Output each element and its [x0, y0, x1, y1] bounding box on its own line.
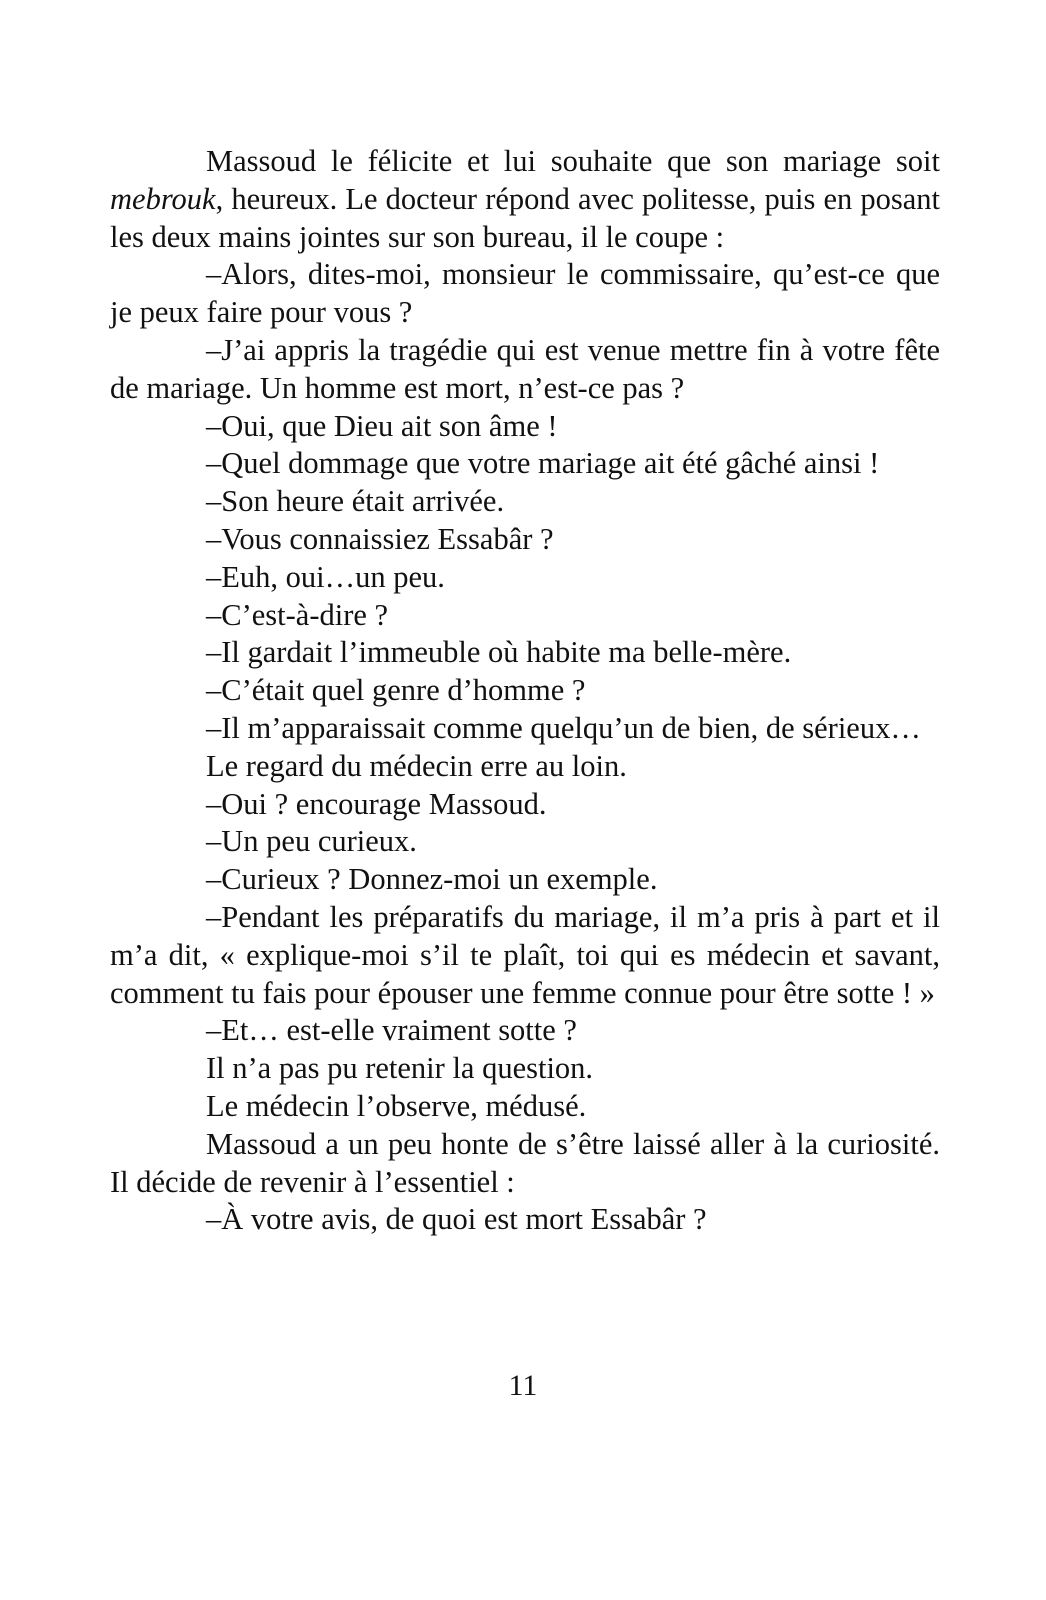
dialogue-line: –C’est-à-dire ?: [206, 597, 389, 632]
dialogue-line: –C’était quel genre d’homme ?: [206, 673, 586, 708]
dialogue-line: –Quel dommage que votre mariage ait été gâché ainsi !: [206, 446, 880, 481]
dialogue-line: –À votre avis, de quoi est mort Essabâr ?: [206, 1202, 707, 1237]
dialogue-line: –Il m’apparaissait comme quelqu’un de bien, de sérieux…: [206, 710, 921, 745]
dialogue-line: –Oui ? encourage Massoud.: [206, 786, 547, 821]
narration-line: Le regard du médecin erre au loin.: [206, 748, 627, 783]
paragraph-1: [110, 143, 940, 256]
dialogue-line: –Curieux ? Donnez-moi un exemple.: [206, 862, 658, 897]
paragraph-1-start: Massoud le félicite et lui souhaite que son mariage soit: [206, 144, 940, 178]
narration-line: Massoud a un peu honte de s’être laissé aller à la curiosité. Il décide de revenir à l’essentiel :: [110, 1126, 940, 1199]
dialogue-line: –Euh, oui…un peu.: [206, 559, 445, 594]
narration-line: Le médecin l’observe, médusé.: [206, 1088, 587, 1123]
dialogue-line: –Et… est-elle vraiment sotte ?: [206, 1013, 577, 1048]
dialogue-line: –Alors, dites-moi, monsieur le commissaire, qu’est-ce que je peux faire pour vous ?: [110, 257, 940, 330]
dialogue-line: –Un peu curieux.: [206, 824, 417, 859]
dialogue-line: –Son heure était arrivée.: [206, 484, 505, 519]
dialogue-line: –J’ai appris la tragédie qui est venue mettre fin à votre fête de mariage. Un homme est mort, n’est-ce pas ?: [110, 332, 940, 405]
narration-line: Il n’a pas pu retenir la question.: [206, 1051, 594, 1086]
dialogue-line: –Pendant les préparatifs du mariage, il m’a pris à part et il m’a dit, « explique-moi s’il te plaît, toi qui es médecin et savant, comment tu fais pour épouser une femme connue pour être sotte ! »: [110, 899, 940, 1010]
dialogue-line: –Vous connaissiez Essabâr ?: [206, 521, 554, 556]
dialogue-line: –Il gardait l’immeuble où habite ma belle-mère.: [206, 635, 792, 670]
italic-word: mebrouk: [110, 181, 216, 216]
page-number: 11: [508, 1369, 538, 1402]
paragraph-1-end: , heureux. Le docteur répond avec politesse, puis en posant les deux mains jointes sur son bureau, il le coupe :: [110, 181, 940, 254]
body-text: [110, 143, 940, 1239]
dialogue-line: –Oui, que Dieu ait son âme !: [206, 408, 558, 443]
